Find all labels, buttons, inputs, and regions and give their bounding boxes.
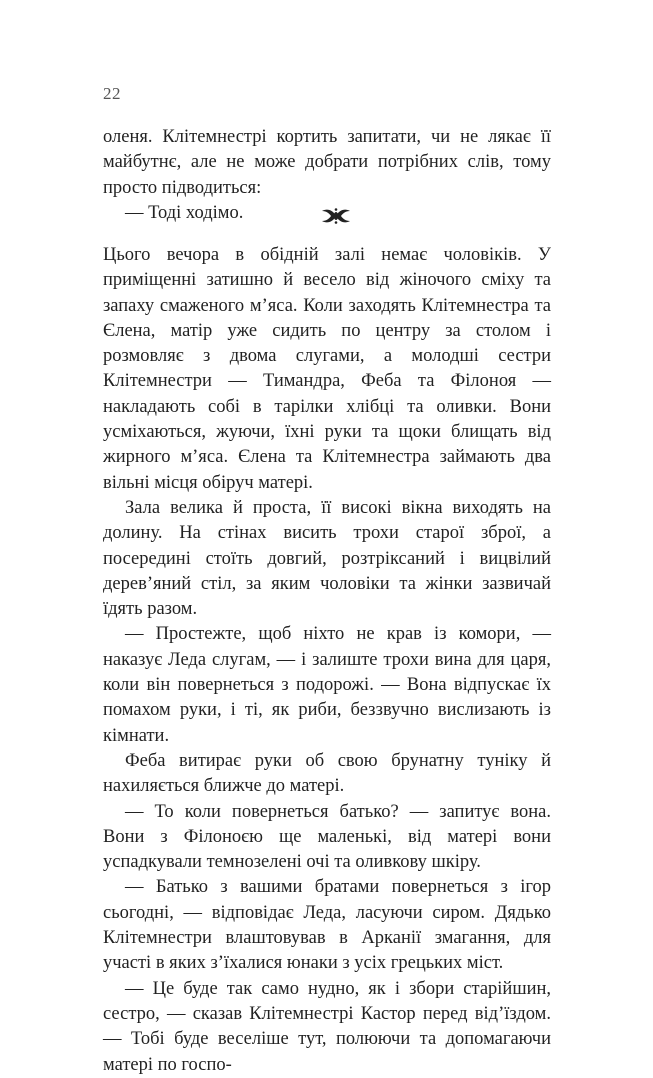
paragraph: — То коли повернеться батько? — запитує вона. Вони з Філоноєю ще маленькі, від матері вони успадкували темнозелені очі та оливкову шкіру. [103,801,551,873]
paragraph: — Тоді ходімо. [125,202,244,223]
paragraph: Феба витирає руки об свою брунатну туніку й нахиляється ближче до матері. [103,750,551,797]
paragraph: — Це буде так само нудно, як і збори старійшин, сестро, — сказав Клітемнестрі Кастор перед від’їздом. — Тобі буде веселіше тут, полюючи та допомагаючи матері по госпо- [103,978,551,1075]
page-number: 22 [103,84,121,103]
paragraph: — Простежте, щоб ніхто не крав із комори, — наказує Леда слугам, — і залиште трохи вина для царя, коли він повернеться з подорожі. — Вона відпускає їх помахом руки, і ті, як риби, беззвучно вислизають із кімнати. [103,624,551,746]
paragraph: Зала велика й проста, її високі вікна виходять на долину. На стінах висить трохи старої зброї, а посередині стоїть довгий, розтріксаний і вицвілий дерев’яний стіл, за яким чоловіки та жінки зазвичай їдять разом. [103,497,551,620]
paragraph: Цього вечора в обідній залі немає чоловіків. У приміщенні затишно й весело від жіночого сміху та запаху смаженого м’яса. Коли заходять Клітемнестра та Єлена, матір уже сидить по центру за столом і розмовляє з двома слугами, а молодші сестри Клітемнестри — Тимандра, Феба та Філоноя — накладають собі в тарілки хлібці та оливки. Вони усміхаються, жуючи, їхні руки та щоки блищать від жирного м’яса. Єлена та Клітемнестра займають два вільні місця обіруч матері. [103,245,551,493]
paragraph: оленя. Клітемнестрі кортить запитати, чи не лякає її майбутнє, але не може добрати потрібних слів, тому просто підводиться: [103,127,551,198]
section-2-text [103,243,551,1078]
fleuron-ornament-icon [321,207,351,225]
paragraph: — Батько з вашими братами повернеться з ігор сьогодні, — відповідає Леда, ласуючи сиром. Дядько Клітемнестри влаштовував в Арканії змагання, для участі в яких з’їхалися юнаки з усіх грецьких міст. [103,877,551,974]
